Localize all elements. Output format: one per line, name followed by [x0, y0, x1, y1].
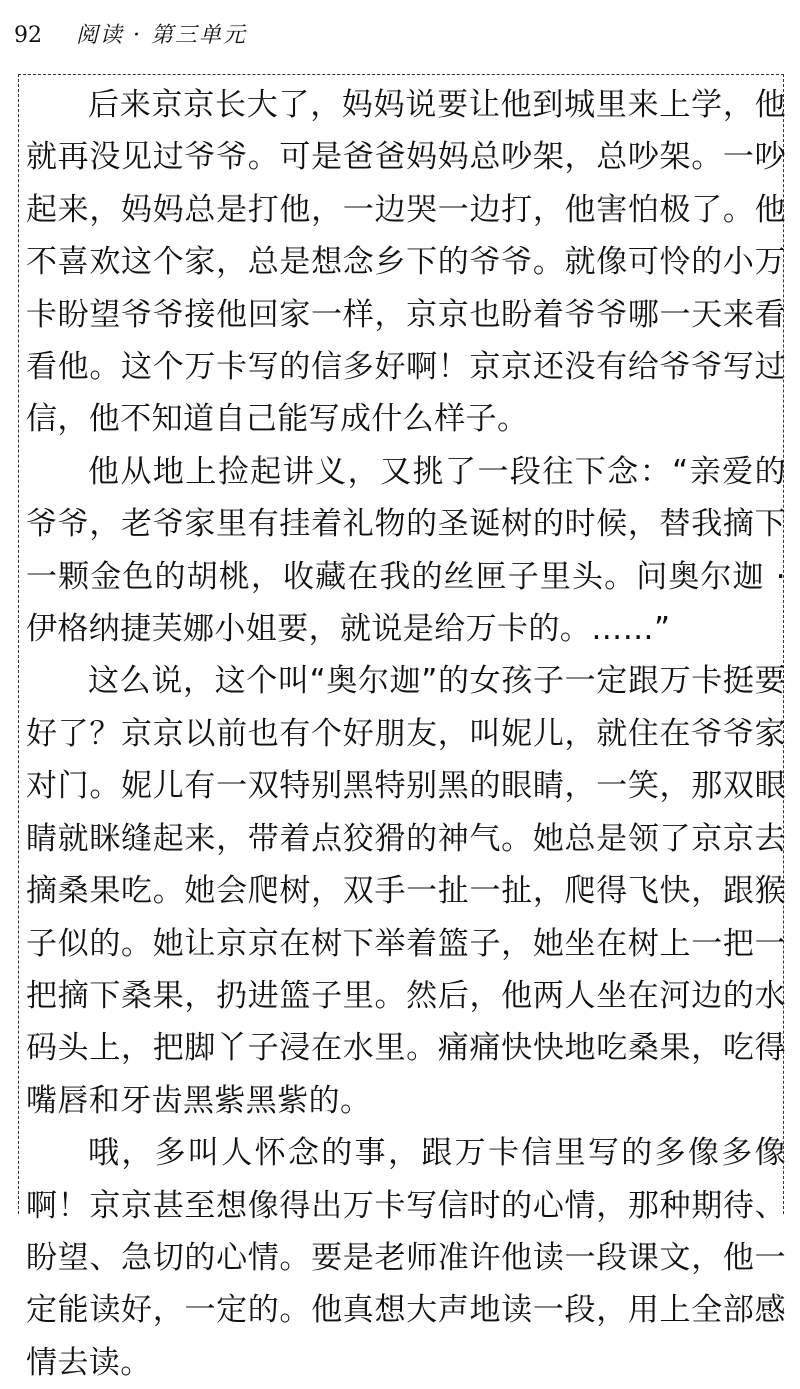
- paragraph: 后来京京长大了，妈妈说要让他到城里来上学，他就再没见过爷爷。可是爸爸妈妈总吵架，总吵架。一吵起来，妈妈总是打他，一边哭一边打，他害怕极了。他不喜欢这个家，总是想念乡下的爷爷。就像可怜的小万卡盼望爷爷接他回家一样，京京也盼着爷爷哪一天来看看他。这个万卡写的信多好啊！京京还没有给爷爷写过信，他不知道自己能写成什么样子。: [26, 87, 786, 438]
- page-number: 92: [14, 23, 42, 48]
- page-header: [14, 18, 247, 49]
- paragraph: 他从地上捡起讲义，又挑了一段往下念：“亲爱的爷爷，老爷家里有挂着礼物的圣诞树的时候，替我摘下一颗金色的胡桃，收藏在我的丝匣子里头。问奥尔迦 · 伊格纳捷芙娜小姐要，就说是给万卡的。……”: [26, 453, 786, 648]
- paragraph: 这么说，这个叫“奥尔迦”的女孩子一定跟万卡挺要好了？京京以前也有个好朋友，叫妮儿，就住在爷爷家对门。妮儿有一双特别黑特别黑的眼睛，一笑，那双眼睛就眯缝起来，带着点狡猾的神气。她总是领了京京去摘桑果吃。她会爬树，双手一扯一扯，爬得飞快，跟猴子似的。她让京京在树下举着篮子，她坐在树上一把一把摘下桑果，扔进篮子里。然后，他两人坐在河边的水码头上，把脚丫子浸在水里。痛痛快快地吃桑果，吃得嘴唇和牙齿黑紫黑紫的。: [26, 663, 786, 1119]
- paragraph: 哦，多叫人怀念的事，跟万卡信里写的多像多像啊！京京甚至想像得出万卡写信时的心情，那种期待、盼望、急切的心情。要是老师准许他读一段课文，他一定能读好，一定的。他真想大声地读一段，用上全部感情去读。: [26, 1135, 786, 1381]
- body-text: [26, 79, 786, 1389]
- section-title: 阅读 · 第三单元: [76, 23, 247, 48]
